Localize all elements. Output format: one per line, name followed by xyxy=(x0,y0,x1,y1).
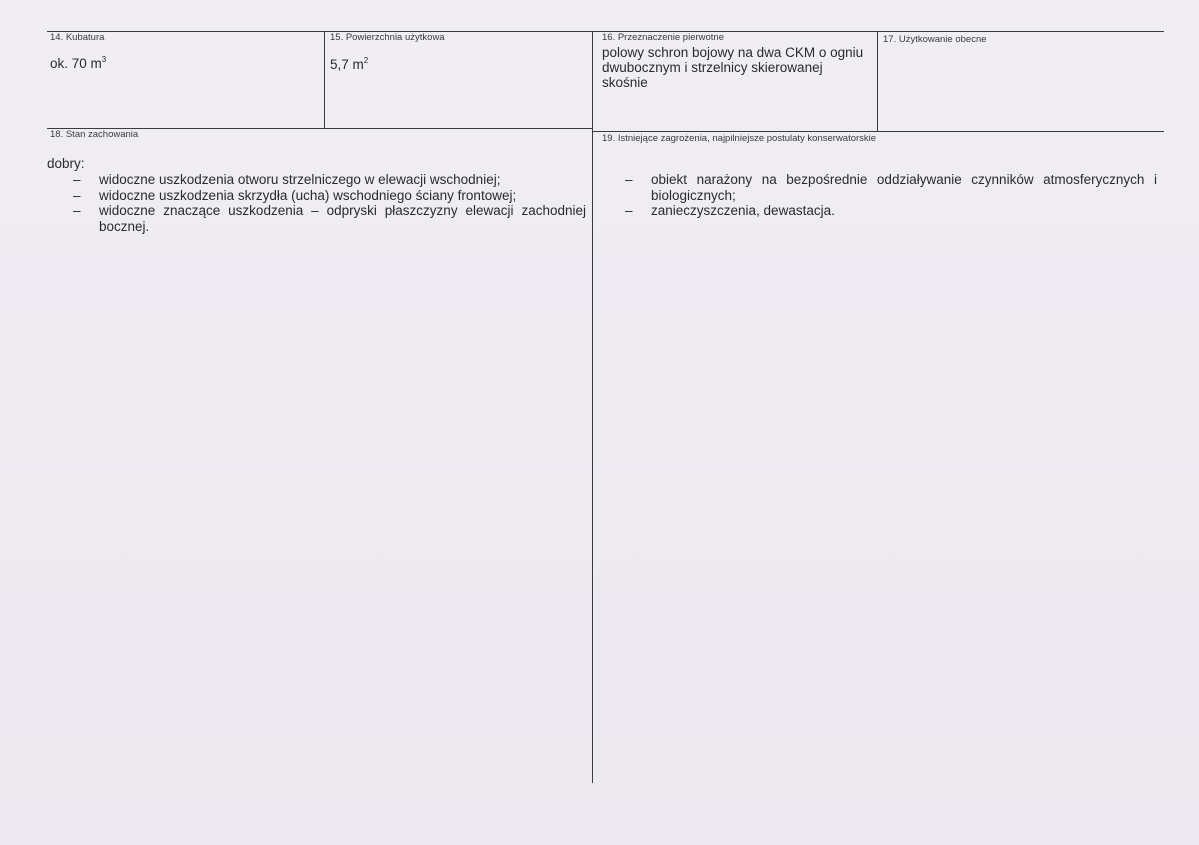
list-item-text: widoczne uszkodzenia skrzydła (ucha) wschodniego ściany frontowej; xyxy=(99,187,517,203)
field-15-value xyxy=(330,57,368,72)
list-item xyxy=(47,203,586,234)
field-14-value-text: ok. 70 m xyxy=(50,56,102,71)
field-18-list xyxy=(47,172,586,234)
field-18-intro: dobry: xyxy=(47,156,85,171)
field-17-label: 17. Użytkowanie obecne xyxy=(883,34,987,45)
list-item-text: obiekt narażony na bezpośrednie oddziaływanie czynników atmosferycznych i biologicznych; xyxy=(651,172,1157,203)
list-item-text: zanieczyszczenia, dewastacja. xyxy=(651,203,835,218)
list-item xyxy=(599,203,1157,219)
list-item xyxy=(47,172,586,188)
field-15-value-exponent: 2 xyxy=(363,56,369,65)
rule-col-17 xyxy=(877,31,878,131)
field-16-label: 16. Przeznaczenie pierwotne xyxy=(602,32,724,43)
field-15-value-text: 5,7 m xyxy=(330,57,364,72)
list-dash: – xyxy=(625,203,633,218)
list-item-text: widoczne znaczące uszkodzenia – odpryski płaszczyzny elewacji zachodniej bocznej. xyxy=(99,203,586,234)
field-14-value xyxy=(50,56,106,71)
rule-col-16 xyxy=(592,31,593,783)
field-19-label: 19. Istniejące zagrożenia, najpilniejsze postulaty konserwatorskie xyxy=(602,133,877,144)
field-15-label: 15. Powierzchnia użytkowa xyxy=(330,32,445,43)
list-dash: – xyxy=(73,203,81,218)
field-18-label: 18. Stan zachowania xyxy=(50,129,139,140)
field-16-value: polowy schron bojowy na dwa CKM o ogniu dwubocznym i strzelnicy skierowanej skośnie xyxy=(602,45,864,90)
list-dash: – xyxy=(625,172,633,187)
list-item-text: widoczne uszkodzenia otworu strzelniczego w elewacji wschodniej; xyxy=(99,172,501,187)
list-dash: – xyxy=(73,187,81,203)
field-19-list xyxy=(599,172,1157,219)
list-item xyxy=(599,172,1157,203)
rule-middle-right xyxy=(592,131,1164,132)
field-14-value-exponent: 3 xyxy=(101,55,107,64)
list-item xyxy=(47,188,586,204)
list-dash: – xyxy=(73,172,81,187)
field-14-label: 14. Kubatura xyxy=(50,32,105,43)
rule-col-15 xyxy=(324,31,325,129)
